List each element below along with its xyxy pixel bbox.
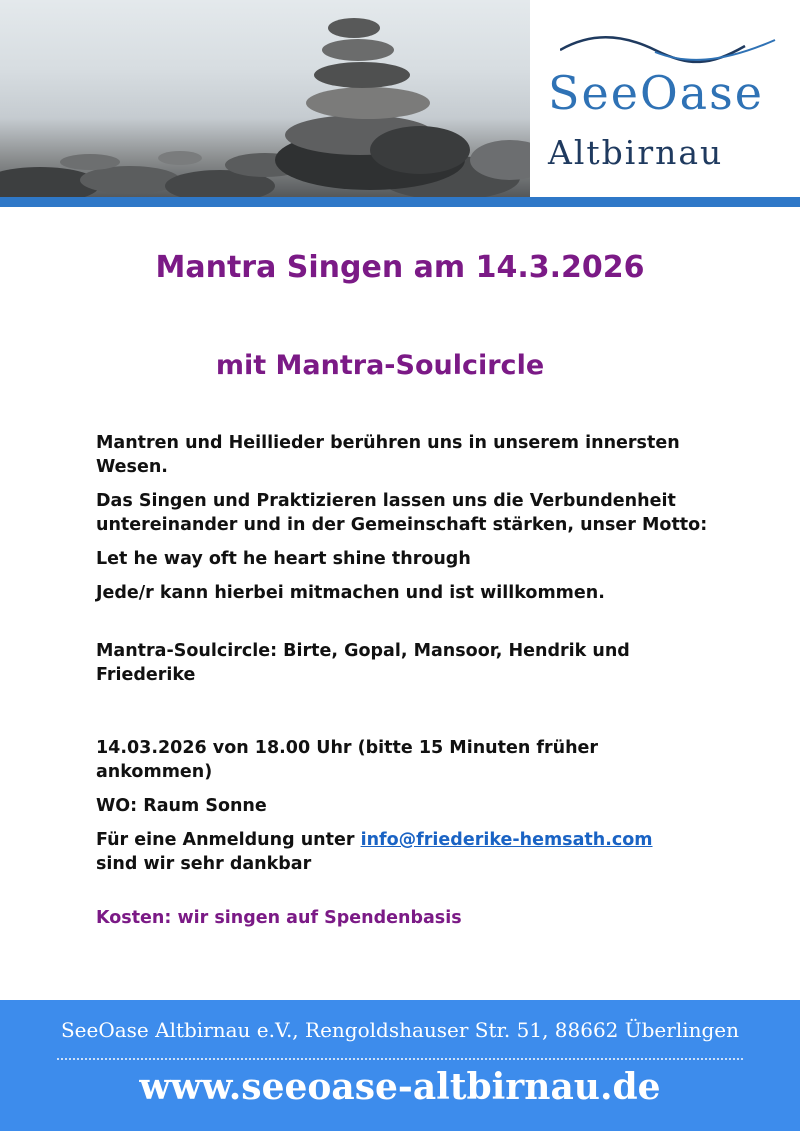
page-title: Mantra Singen am 14.3.2026: [155, 250, 645, 285]
event-description: [96, 431, 716, 930]
footer-address: SeeOase Altbirnau e.V., Rengoldshauser Str. 51, 88662 Überlingen: [60, 1018, 740, 1042]
footer-divider: [57, 1058, 743, 1060]
registration-text: Für eine Anmeldung unter: [96, 830, 361, 850]
email-link[interactable]: info@friederike-hemsath.com: [360, 830, 653, 850]
paragraph-registration: [96, 828, 716, 876]
header: [0, 0, 800, 207]
stones-image: [0, 0, 530, 197]
seeoase-logo: [530, 0, 800, 197]
paragraph-performers: Mantra-Soulcircle: Birte, Gopal, Mansoor, Hendrik und Friederike: [96, 641, 630, 685]
paragraph-welcome: Jede/r kann hierbei mitmachen und ist willkommen.: [96, 583, 605, 603]
paragraph-location: WO: Raum Sonne: [96, 796, 267, 816]
paragraph-intro: Mantren und Heillieder berühren uns in unserem innersten Wesen.: [96, 433, 680, 477]
footer: [0, 1000, 800, 1131]
stacked-stones-photo: [0, 0, 530, 197]
header-divider-bar: [0, 197, 800, 207]
paragraph-datetime: 14.03.2026 von 18.00 Uhr (bitte 15 Minuten früher ankommen): [96, 738, 599, 782]
paragraph-costs: Kosten: wir singen auf Spendenbasis: [96, 908, 462, 928]
logo-line1: SeeOase: [548, 66, 764, 120]
registration-thanks: sind wir sehr dankbar: [96, 854, 312, 874]
wave-icon: [560, 28, 780, 68]
paragraph-motto-intro: Das Singen und Praktizieren lassen uns die Verbundenheit untereinander und in der Gemeinschaft stärken, unser Motto:: [96, 491, 708, 535]
logo-line2: Altbirnau: [548, 133, 724, 172]
page-subtitle: mit Mantra-Soulcircle: [215, 350, 545, 381]
footer-website[interactable]: www.seeoase-altbirnau.de: [139, 1066, 661, 1108]
paragraph-motto: Let he way oft he heart shine through: [96, 549, 471, 569]
